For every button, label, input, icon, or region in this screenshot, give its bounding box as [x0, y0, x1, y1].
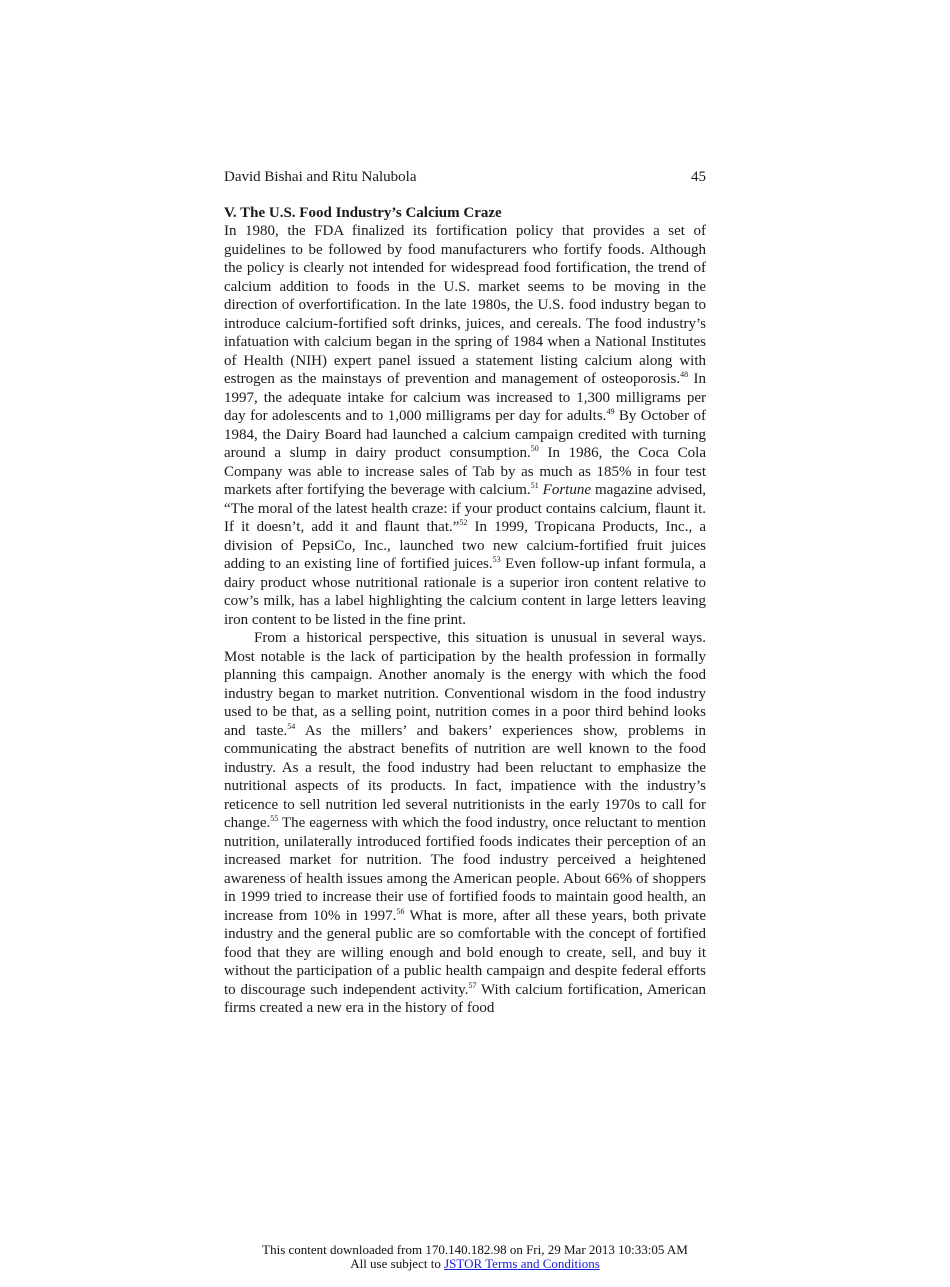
- p1-text-6: In 1999, Tropicana Products, Inc., a division of PepsiCo, Inc., launched two new calcium-fortified fruit juices adding to an existing line of fortified juices.: [224, 519, 706, 572]
- fortune-magazine-title: Fortune: [542, 482, 591, 498]
- footnote-ref-55: 55: [270, 814, 279, 823]
- jstor-terms-link[interactable]: JSTOR Terms and Conditions: [444, 1256, 600, 1271]
- p1-text-2: In 1997, the adequate intake for calcium was increased to 1,300 milligrams per day for adolescents and to 1,000 milligrams per day for adults.: [224, 371, 706, 424]
- paragraph-2: [224, 629, 706, 1018]
- running-head: [224, 168, 706, 186]
- section-heading: V. The U.S. Food Industry’s Calcium Craze: [224, 205, 502, 221]
- paragraph-1: [224, 222, 706, 629]
- footnote-ref-49: 49: [606, 407, 615, 416]
- footnote-ref-51: 51: [530, 481, 539, 490]
- footnote-ref-48: 48: [680, 370, 689, 379]
- p1-text-3: By October of 1984, the Dairy Board had launched a calcium campaign credited with turning around a slump in dairy product consumption.: [224, 408, 707, 461]
- footnote-ref-53: 53: [492, 555, 501, 564]
- p1-text-4: In 1986, the Coca Cola Company was able to increase sales of Tab by as much as 185% in four test markets after fortifying the beverage with calcium.: [224, 445, 706, 498]
- footnote-ref-56: 56: [396, 906, 405, 916]
- footnote-ref-50: 50: [530, 444, 539, 453]
- page-body: [224, 168, 706, 1018]
- terms-prefix: All use subject to: [350, 1256, 445, 1271]
- footnote-ref-57: 57: [468, 980, 477, 990]
- download-notice: This content downloaded from 170.140.182.98 on Fri, 29 Mar 2013 10:33:05 AM: [262, 1242, 688, 1257]
- footnote-ref-54: 54: [287, 721, 296, 731]
- page-number: 45: [691, 169, 706, 185]
- p2-text-5: With calcium fortification, American firms created a new era in the history of food: [224, 981, 706, 1016]
- p2-text-1: From a historical perspective, this situation is unusual in several ways. Most notable is the lack of participation by the health profession in formally planning this campaign. Another anomaly is the energy with which the food industry began to market nutrition. Conventional wisdom in the food industry used to be that, as a selling point, nutrition comes in a poor third behind looks and taste.: [224, 630, 706, 739]
- p2-text-2: As the millers’ and bakers’ experiences show, problems in communicating the abstract benefits of nutrition are well known to the food industry. As a result, the food industry had been reluctant to emphasize the nutritional aspects of its products. In fact, impatience with the industry’s reticence to sell nutrition led several nutritionists in the early 1970s to call for change.: [224, 722, 706, 831]
- p1-text-5: magazine advised, “The moral of the latest health craze: if your product contains calcium, flaunt it. If it doesn’t, add it and flaunt that.”: [224, 482, 706, 535]
- p2-text-3: The eagerness with which the food industry, once reluctant to mention nutrition, unilaterally introduced fortified foods indicates their perception of an increased market for nutrition. The food industry perceived a heightened awareness of health issues among the American people. About 66% of shoppers in 1999 tried to increase their use of fortified foods to maintain good health, an increase from 10% in 1997.: [224, 815, 706, 924]
- download-footer: [0, 1243, 950, 1271]
- footnote-ref-52: 52: [459, 518, 468, 527]
- p1-text-7: Even follow-up infant formula, a dairy product whose nutritional rationale is a superior iron content relative to cow’s milk, has a label highlighting the calcium content in large letters leaving iron content to be listed in the fine print.: [224, 556, 706, 628]
- p1-text-1: In 1980, the FDA finalized its fortification policy that provides a set of guidelines to be followed by food manufacturers who fortify foods. Although the policy is clearly not intended for widespread food fortification, the trend of calcium addition to foods in the U.S. market seems to be moving in the direction of overfortification. In the late 1980s, the U.S. food industry began to introduce calcium-fortified soft drinks, juices, and cereals. The food industry’s infatuation with calcium began in the spring of 1984 when a National Institutes of Health (NIH) expert panel issued a statement listing calcium along with estrogen as the mainstays of prevention and management of osteoporosis.: [224, 223, 706, 387]
- terms-line: [0, 1257, 950, 1271]
- running-head-authors: David Bishai and Ritu Nalubola: [224, 169, 417, 185]
- p2-text-4: What is more, after all these years, both private industry and the general public are so comfortable with the concept of fortified food that they are willing enough and bold enough to create, sell, and buy it without the participation of a public health campaign and despite federal efforts to discourage such independent activity.: [224, 907, 706, 998]
